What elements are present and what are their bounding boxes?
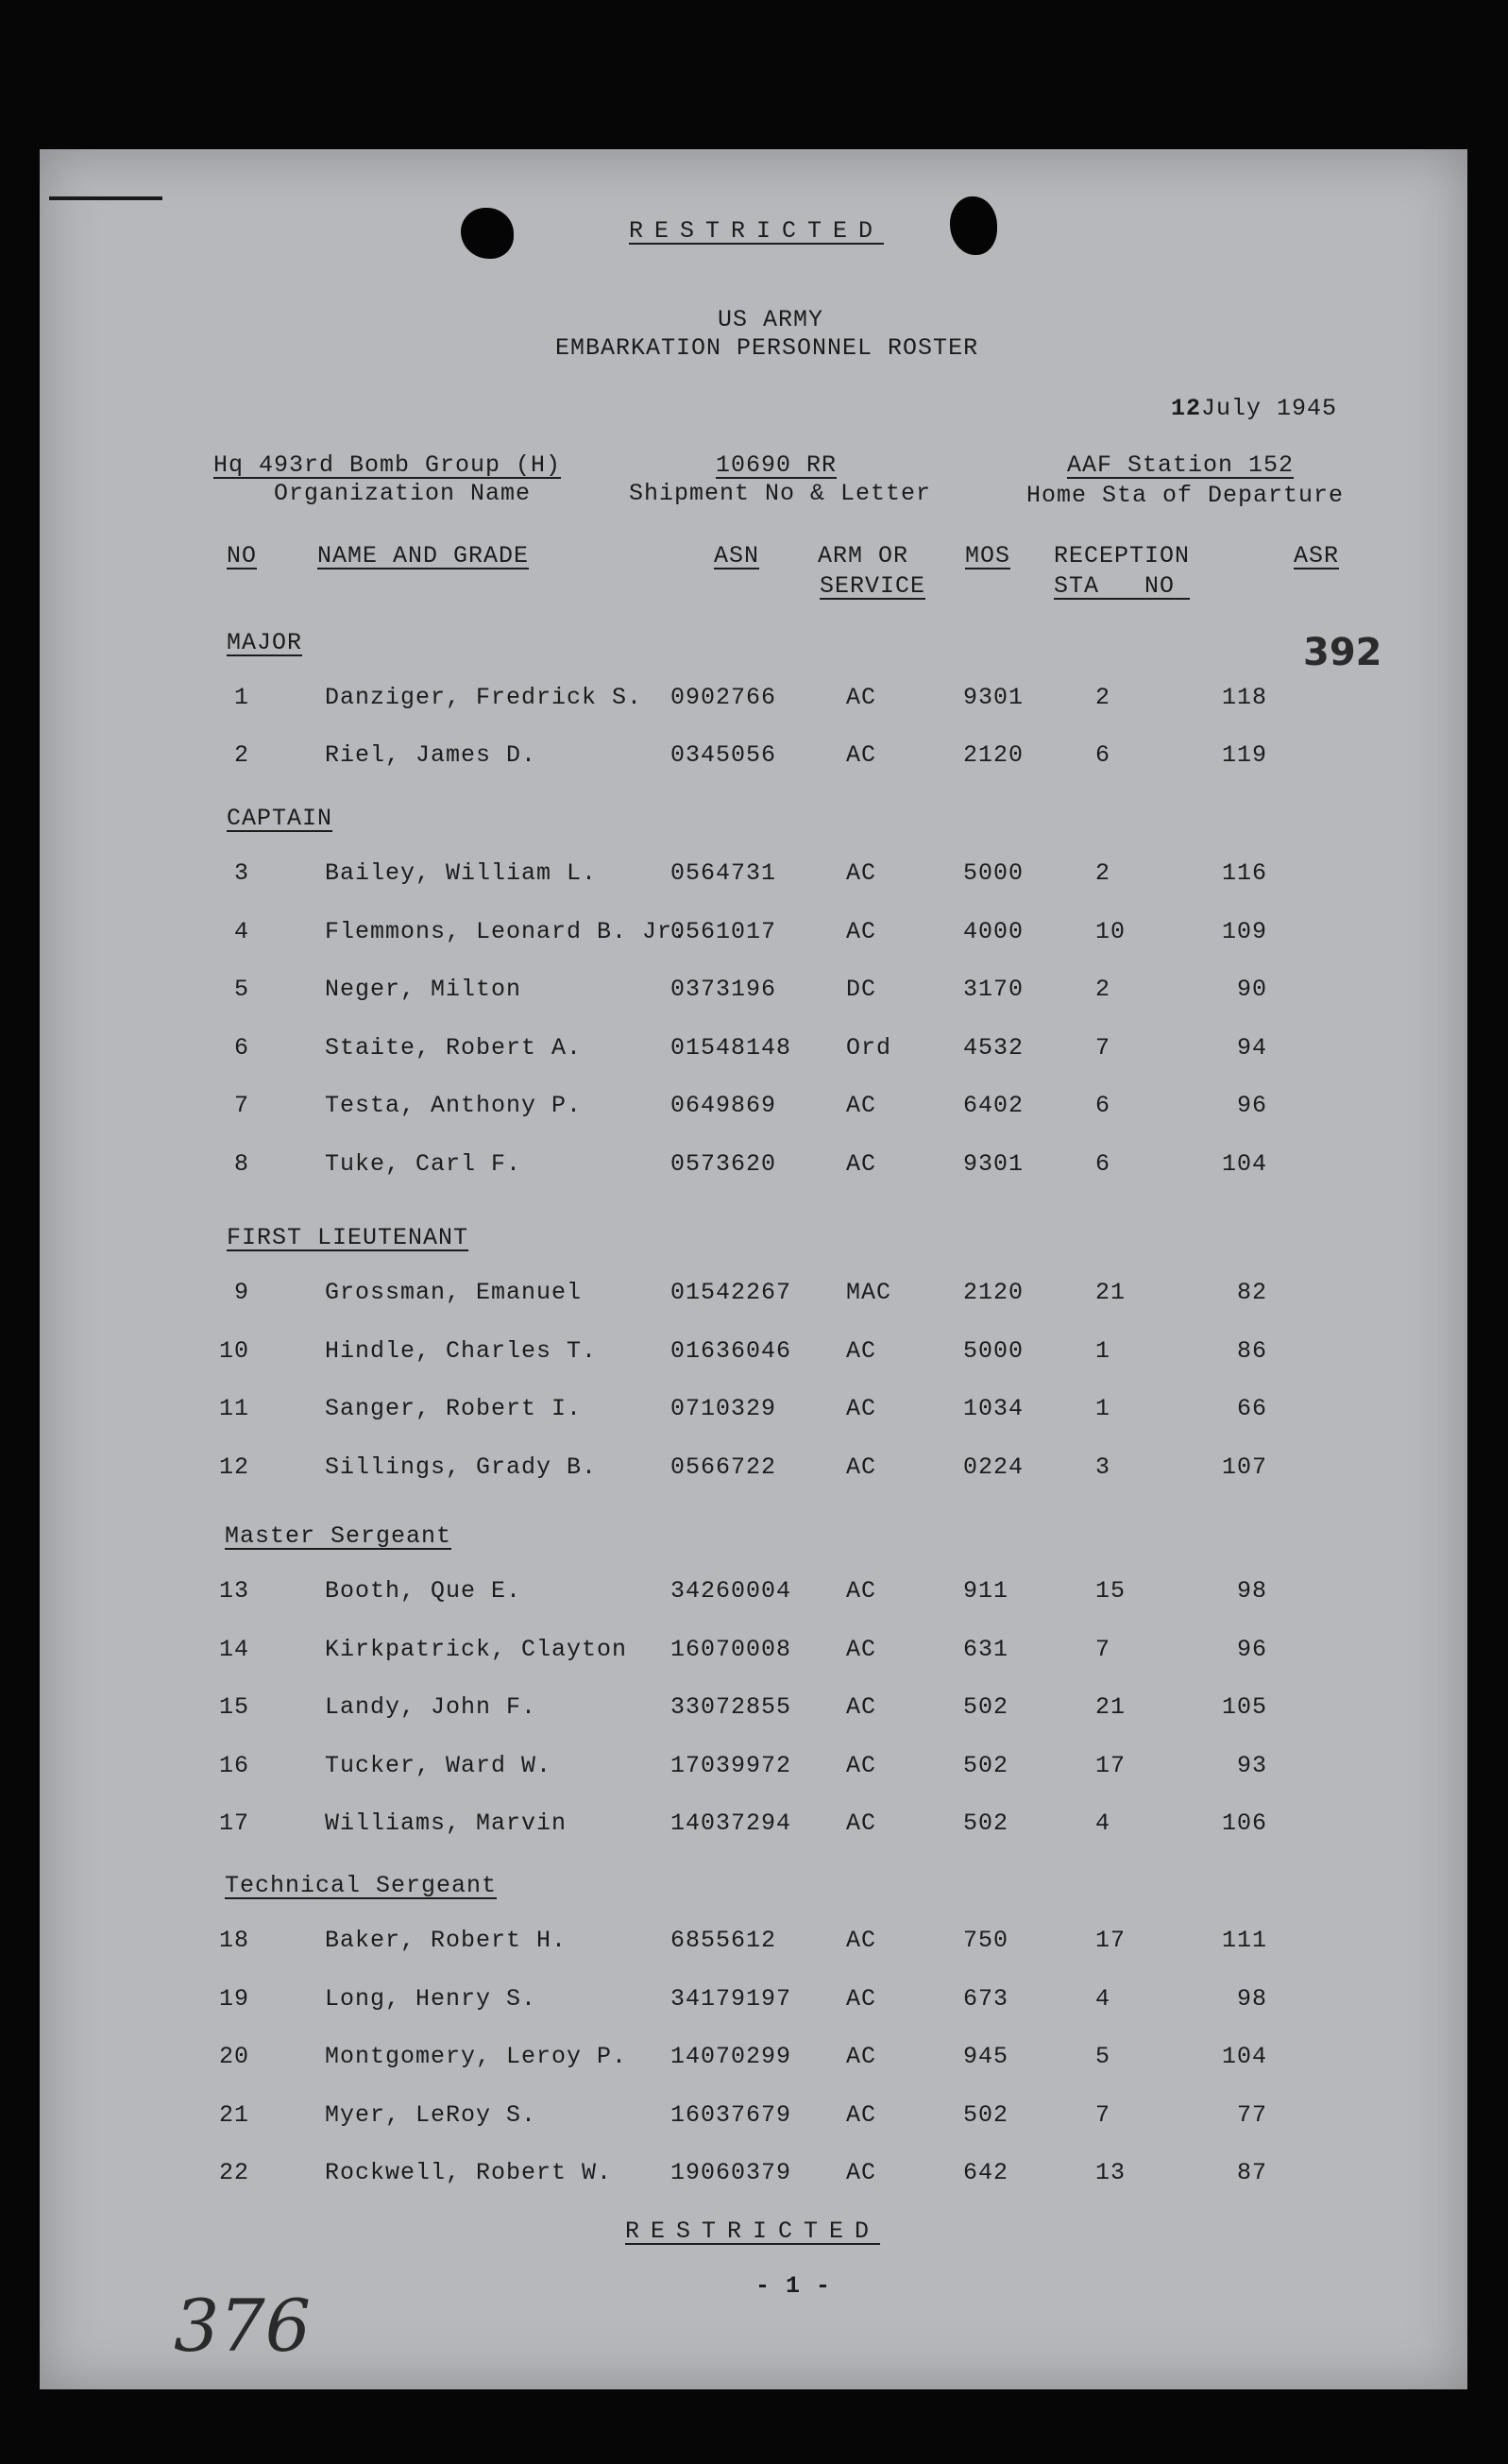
roster-sta: 6	[1095, 1092, 1111, 1120]
roster-asr: 96	[1236, 1092, 1267, 1120]
restricted-top: RESTRICTED	[629, 217, 885, 245]
roster-mos: 3170	[963, 976, 1025, 1004]
roster-asr: 87	[1236, 2159, 1267, 2186]
roster-asr: 93	[1236, 1751, 1267, 1779]
roster-sta: 7	[1095, 2100, 1111, 2129]
roster-name: Danziger, Fredrick S.	[325, 684, 643, 711]
roster-asn: 0561017	[670, 917, 777, 945]
roster-asr: 86	[1236, 1336, 1267, 1365]
roster-mos: 502	[963, 2100, 1009, 2129]
roster-sta: 1	[1095, 1395, 1111, 1423]
roster-no: 12	[218, 1453, 249, 1481]
roster-no: 16	[218, 1751, 249, 1779]
roster-sta: 21	[1095, 1693, 1127, 1721]
roster-sta: 6	[1095, 1150, 1111, 1178]
roster-sta: 15	[1095, 1577, 1127, 1605]
document-page	[40, 149, 1467, 2389]
roster-arm: AC	[846, 1693, 877, 1721]
roster-arm: AC	[846, 1092, 877, 1120]
roster-mos: 9301	[963, 684, 1025, 711]
roster-asn: 0710329	[670, 1395, 777, 1423]
col-rec-no: NO	[1144, 572, 1176, 600]
roster-asr: 96	[1236, 1635, 1267, 1663]
roster-mos: 4532	[963, 1033, 1025, 1062]
roster-sta: 3	[1095, 1453, 1111, 1481]
roster-name: Neger, Milton	[325, 976, 522, 1004]
roster-mos: 911	[963, 1577, 1009, 1605]
roster-asn: 17039972	[670, 1751, 792, 1779]
roster-asr: 107	[1221, 1453, 1267, 1481]
roster-arm: AC	[846, 1984, 877, 2013]
roster-asn: 01636046	[670, 1336, 792, 1365]
roster-asn: 14037294	[670, 1810, 792, 1837]
shipment-no: 10690 RR	[716, 451, 838, 479]
roster-arm: AC	[846, 741, 877, 769]
col-name: NAME AND GRADE	[317, 542, 530, 569]
roster-arm: AC	[846, 1453, 877, 1481]
roster-name: Grossman, Emanuel	[325, 1279, 583, 1306]
roster-asn: 6855612	[670, 1927, 777, 1954]
roster-mos: 0224	[963, 1453, 1025, 1481]
roster-sta: 4	[1095, 1984, 1111, 2013]
roster-no: 6	[233, 1033, 249, 1062]
roster-sta: 7	[1095, 1033, 1111, 1062]
roster-asn: 0373196	[670, 976, 777, 1004]
page-number: - 1 -	[755, 2272, 832, 2300]
roster-mos: 673	[963, 1984, 1009, 2013]
roster-mos: 9301	[963, 1150, 1025, 1178]
roster-no: 5	[233, 976, 249, 1004]
roster-asr: 98	[1236, 1984, 1267, 2013]
roster-arm: AC	[846, 1751, 877, 1779]
roster-name: Long, Henry S.	[325, 1984, 537, 2013]
roster-asr: 66	[1236, 1395, 1267, 1423]
roster-no: 2	[233, 741, 249, 769]
roster-asr: 105	[1221, 1693, 1267, 1721]
roster-no: 17	[218, 1810, 249, 1837]
roster-name: Testa, Anthony P.	[325, 1092, 583, 1120]
roster-mos: 502	[963, 1810, 1009, 1837]
roster-arm: AC	[846, 1150, 877, 1178]
header-roster-title: EMBARKATION PERSONNEL ROSTER	[555, 334, 979, 362]
org-name: Hq 493rd Bomb Group (H)	[213, 451, 562, 479]
roster-no: 20	[218, 2043, 249, 2070]
roster-no: 9	[233, 1279, 249, 1306]
roster-asr: 94	[1236, 1033, 1267, 1062]
roster-asr: 119	[1221, 741, 1267, 769]
col-arm: ARM OR	[818, 542, 909, 569]
roster-asn: 16037679	[670, 2100, 792, 2129]
roster-name: Tuke, Carl F.	[325, 1150, 522, 1178]
roster-name: Baker, Robert H.	[325, 1927, 568, 1954]
roster-asn: 0573620	[670, 1150, 777, 1178]
roster-asr: 118	[1221, 684, 1267, 711]
roster-asn: 0564731	[670, 859, 777, 887]
roster-asr: 77	[1236, 2100, 1267, 2129]
roster-name: Staite, Robert A.	[325, 1033, 583, 1062]
roster-asn: 0345056	[670, 741, 777, 769]
roster-asn: 0902766	[670, 684, 777, 711]
header-us-army: US ARMY	[718, 306, 824, 333]
roster-asn: 0566722	[670, 1453, 777, 1481]
roster-no: 19	[218, 1984, 249, 2013]
col-reception: RECEPTION	[1054, 542, 1191, 569]
grade-heading: Technical Sergeant	[225, 1872, 498, 1899]
col-sta: STA	[1054, 572, 1100, 600]
col-asn: ASN	[714, 542, 760, 569]
roster-arm: AC	[846, 1577, 877, 1605]
roster-sta: 13	[1095, 2159, 1127, 2186]
roster-mos: 750	[963, 1927, 1009, 1954]
roster-name: Williams, Marvin	[325, 1810, 568, 1837]
roster-no: 18	[218, 1927, 249, 1954]
roster-sta: 4	[1095, 1810, 1111, 1837]
roster-name: Myer, LeRoy S.	[325, 2100, 537, 2129]
shipment-label: Shipment No & Letter	[629, 480, 932, 507]
roster-mos: 2120	[963, 1279, 1025, 1306]
roster-asr: 90	[1236, 976, 1267, 1004]
roster-sta: 2	[1095, 684, 1111, 711]
roster-date	[1171, 397, 1337, 420]
roster-asr: 109	[1221, 917, 1267, 945]
roster-sta: 6	[1095, 741, 1111, 769]
roster-sta: 17	[1095, 1927, 1127, 1954]
roster-asn: 16070008	[670, 1635, 792, 1663]
roster-asn: 01548148	[670, 1033, 792, 1062]
roster-asn: 34260004	[670, 1577, 792, 1605]
roster-asn: 33072855	[670, 1693, 792, 1721]
roster-arm: AC	[846, 1336, 877, 1365]
roster-name: Sanger, Robert I.	[325, 1395, 583, 1423]
roster-no: 8	[233, 1150, 249, 1178]
roster-arm: AC	[846, 2043, 877, 2070]
roster-mos: 945	[963, 2043, 1009, 2070]
roster-no: 21	[218, 2100, 249, 2129]
roster-mos: 5000	[963, 1336, 1025, 1365]
date-day: 12	[1171, 395, 1202, 422]
roster-sta: 21	[1095, 1279, 1127, 1306]
roster-sta: 2	[1095, 976, 1111, 1004]
roster-sta: 2	[1095, 859, 1111, 887]
roster-name: Landy, John F.	[325, 1693, 537, 1721]
ink-mark	[49, 196, 162, 200]
roster-mos: 502	[963, 1693, 1009, 1721]
roster-asr: 82	[1236, 1279, 1267, 1306]
grade-heading: FIRST LIEUTENANT	[227, 1224, 469, 1251]
roster-arm: MAC	[846, 1279, 892, 1306]
roster-no: 7	[233, 1092, 249, 1120]
roster-asr: 104	[1221, 1150, 1267, 1178]
roster-no: 4	[233, 917, 249, 945]
roster-no: 1	[233, 684, 249, 711]
roster-mos: 502	[963, 1751, 1009, 1779]
roster-sta: 7	[1095, 1635, 1111, 1663]
col-asr: ASR	[1294, 542, 1340, 569]
home-station: AAF Station 152	[1067, 451, 1295, 479]
roster-mos: 2120	[963, 741, 1025, 769]
roster-asn: 01542267	[670, 1279, 792, 1306]
roster-asn: 14070299	[670, 2043, 792, 2070]
grade-heading: MAJOR	[227, 629, 303, 656]
roster-no: 15	[218, 1693, 249, 1721]
roster-no: 22	[218, 2159, 249, 2186]
roster-sta: 5	[1095, 2043, 1111, 2070]
roster-arm: AC	[846, 1810, 877, 1837]
roster-no: 11	[218, 1395, 249, 1423]
roster-sta: 10	[1095, 917, 1127, 945]
roster-no: 14	[218, 1635, 249, 1663]
roster-name: Bailey, William L.	[325, 859, 598, 887]
roster-name: Rockwell, Robert W.	[325, 2159, 613, 2186]
roster-mos: 642	[963, 2159, 1009, 2186]
roster-name: Montgomery, Leroy P.	[325, 2043, 628, 2070]
col-no: NO	[227, 542, 258, 569]
roster-asn: 34179197	[670, 1984, 792, 2013]
col-rec-sta	[1054, 574, 1190, 598]
col-service: SERVICE	[820, 572, 926, 600]
stamp-number: 392	[1303, 631, 1382, 674]
roster-name: Tucker, Ward W.	[325, 1751, 552, 1779]
roster-no: 10	[218, 1336, 249, 1365]
roster-asr: 98	[1236, 1577, 1267, 1605]
punch-hole	[950, 196, 997, 255]
org-label: Organization Name	[274, 480, 532, 507]
roster-arm: AC	[846, 859, 877, 887]
roster-asr: 116	[1221, 859, 1267, 887]
roster-arm: AC	[846, 1927, 877, 1954]
home-station-label: Home Sta of Departure	[1026, 482, 1345, 509]
punch-hole	[461, 208, 514, 259]
roster-name: Hindle, Charles T.	[325, 1336, 598, 1365]
roster-name: Sillings, Grady B.	[325, 1453, 598, 1481]
roster-mos: 6402	[963, 1092, 1025, 1120]
roster-mos: 631	[963, 1635, 1009, 1663]
roster-asr: 111	[1221, 1927, 1267, 1954]
roster-name: Kirkpatrick, Clayton	[325, 1635, 628, 1663]
col-mos: MOS	[965, 542, 1011, 569]
restricted-bottom: RESTRICTED	[625, 2218, 881, 2245]
roster-asr: 106	[1221, 1810, 1267, 1837]
roster-arm: Ord	[846, 1033, 892, 1062]
date-rest: July 1945	[1201, 395, 1338, 422]
roster-mos: 4000	[963, 917, 1025, 945]
roster-no: 13	[218, 1577, 249, 1605]
roster-arm: DC	[846, 976, 877, 1004]
roster-sta: 17	[1095, 1751, 1127, 1779]
roster-sta: 1	[1095, 1336, 1111, 1365]
roster-arm: AC	[846, 1395, 877, 1423]
roster-asn: 0649869	[670, 1092, 777, 1120]
grade-heading: CAPTAIN	[227, 805, 333, 832]
roster-name: Riel, James D.	[325, 741, 537, 769]
roster-mos: 1034	[963, 1395, 1025, 1423]
roster-arm: AC	[846, 684, 877, 711]
roster-arm: AC	[846, 917, 877, 945]
roster-name: Flemmons, Leonard B. Jr.	[325, 917, 688, 945]
roster-no: 3	[233, 859, 249, 887]
handwritten-number: 376	[174, 2284, 312, 2368]
roster-arm: AC	[846, 2159, 877, 2186]
roster-arm: AC	[846, 1635, 877, 1663]
roster-asr: 104	[1221, 2043, 1267, 2070]
roster-mos: 5000	[963, 859, 1025, 887]
grade-heading: Master Sergeant	[225, 1522, 452, 1550]
roster-asn: 19060379	[670, 2159, 792, 2186]
roster-name: Booth, Que E.	[325, 1577, 522, 1605]
roster-arm: AC	[846, 2100, 877, 2129]
